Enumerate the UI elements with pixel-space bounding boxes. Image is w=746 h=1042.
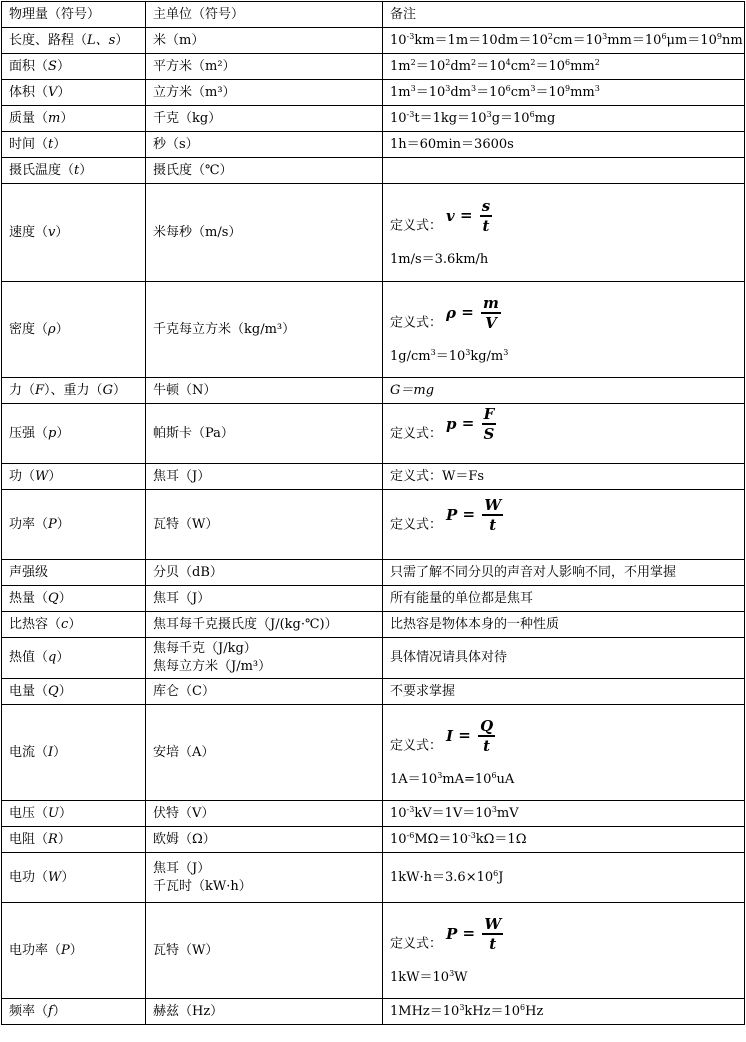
quantity-symbol: W — [35, 468, 49, 484]
unit-text: 帕斯卡（Pa） — [153, 425, 234, 441]
quantity-name: 热值 — [9, 650, 36, 665]
unit-text: 立方米（m³） — [153, 84, 236, 100]
unit-text: 牛顿（N） — [153, 382, 217, 398]
unit-cell — [146, 560, 383, 586]
table-row — [2, 28, 745, 54]
quantity-cell: 压强（p） — [2, 404, 146, 464]
table-row — [2, 184, 745, 282]
note-text: 1h＝60min＝3600s — [390, 136, 514, 152]
note-cell — [383, 106, 745, 132]
note-conversion: $1g/cm^3=10^3kg/m^3$ — [390, 347, 509, 364]
quantity-cell: 质量（m） — [2, 106, 146, 132]
unit-text: 焦耳（J） — [153, 590, 211, 606]
unit-cell — [146, 404, 383, 464]
unit-cell — [146, 999, 383, 1025]
table-row — [2, 132, 745, 158]
note-text: $1kW\cdot h=3.6\times 10^6J$ — [390, 868, 504, 885]
formula-fraction — [482, 496, 503, 534]
note-text: 只需了解不同分贝的声音对人影响不同，不用掌握 — [390, 564, 677, 580]
quantity-symbol: G — [102, 382, 113, 398]
quantity-cell: 密度（ρ） — [2, 282, 146, 378]
formula-line — [390, 404, 737, 453]
formula-fraction — [481, 294, 501, 332]
quantity-name: 面积 — [9, 58, 36, 74]
unit-text: 瓦特（W） — [153, 516, 219, 532]
note-cell — [383, 801, 745, 827]
table-row — [2, 106, 745, 132]
quantity-symbol: f — [48, 1003, 53, 1019]
note-cell — [383, 853, 745, 903]
quantity-symbol: P — [48, 516, 57, 532]
formula-lhs: v — [446, 206, 455, 225]
note-text: 具体情况请具体对待 — [390, 650, 508, 665]
header-quantity: 物理量（符号） — [2, 2, 146, 28]
note-cell — [383, 705, 745, 801]
note-cell — [383, 80, 745, 106]
note-cell — [383, 378, 745, 404]
note-text: 定义式：W＝Fs — [390, 468, 485, 484]
quantity-symbol: W — [48, 869, 62, 885]
header-unit: 主单位（符号） — [146, 2, 383, 28]
unit-text: 库仑（C） — [153, 683, 215, 699]
formula-fraction — [482, 405, 497, 443]
quantity-symbol: m — [48, 110, 61, 126]
formula-lhs: p — [446, 414, 457, 433]
formula-line — [390, 914, 737, 963]
table-row — [2, 464, 745, 490]
quantity-symbol: Q — [48, 683, 59, 699]
quantity-symbol: q — [48, 650, 57, 665]
quantity-cell: 长度、路程（L、s） — [2, 28, 146, 54]
unit-text: 瓦特（W） — [153, 942, 219, 958]
quantity-cell: 功率（P） — [2, 490, 146, 560]
quantity-symbol: F — [35, 382, 45, 398]
formula-denominator: t — [489, 515, 497, 534]
formula: p = $\frac{F}{S}$ — [446, 404, 495, 443]
unit-cell — [146, 464, 383, 490]
unit-text: 千克（kg） — [153, 110, 222, 126]
formula-label: 定义式： — [390, 517, 443, 532]
quantity-cell — [2, 560, 146, 586]
formula-fraction — [482, 915, 503, 953]
formula-numerator: s — [481, 196, 491, 215]
quantity-name: 声强级 — [9, 564, 49, 580]
note-conversion: $1kW=10^3W$ — [390, 968, 468, 985]
unit-text: 千克每立方米（kg/m³） — [153, 321, 296, 337]
unit-cell — [146, 490, 383, 560]
quantity-name: 功 — [9, 468, 23, 484]
table-row — [2, 404, 745, 464]
note-text: 比热容是物体本身的一种性质 — [390, 616, 560, 632]
note-cell — [383, 158, 745, 184]
unit-text: 焦耳每千克摄氏度（J/(kg·℃)） — [153, 616, 338, 632]
note-cell — [383, 999, 745, 1025]
formula-lhs: P — [446, 924, 458, 943]
formula-label: 定义式： — [390, 738, 443, 753]
quantity-symbol: c — [61, 616, 69, 632]
note-cell — [383, 586, 745, 612]
unit-cell — [146, 586, 383, 612]
formula-numerator: F — [482, 405, 497, 425]
table-row — [2, 853, 745, 903]
note-cell — [383, 612, 745, 638]
unit-cell — [146, 54, 383, 80]
quantity-name: 力（ — [9, 382, 36, 398]
unit-text: 平方米（m²） — [153, 58, 236, 74]
note-text: 所有能量的单位都是焦耳 — [390, 590, 534, 606]
formula-label: 定义式： — [390, 218, 443, 233]
quantity-symbol: t — [48, 136, 54, 152]
unit-text: 摄氏度（℃） — [153, 162, 233, 178]
header-row — [2, 2, 745, 28]
note-text: $1m^3=10^3dm^3=10^6cm^3=10^9mm^3$ — [390, 83, 600, 100]
unit-cell — [146, 903, 383, 999]
quantity-cell: 电压（U） — [2, 801, 146, 827]
quantity-name: 电压 — [9, 805, 36, 821]
table-row — [2, 80, 745, 106]
quantity-name: 时间 — [9, 136, 36, 152]
unit-text: 安培（A） — [153, 744, 215, 760]
unit-text: 焦每立方米（J/m³） — [153, 659, 272, 674]
note-text: $10^{-3}km=1m=10dm=10^2cm=10^3mm=10^6\mu m=10^9nm$ — [390, 31, 743, 48]
note-text: G＝mg — [390, 382, 435, 398]
formula-denominator: S — [483, 424, 495, 443]
unit-text: 米每秒（m/s） — [153, 224, 242, 240]
quantity-name: 质量 — [9, 110, 36, 126]
unit-cell — [146, 853, 383, 903]
quantity-cell: 功（W） — [2, 464, 146, 490]
formula-label: 定义式： — [390, 426, 443, 441]
quantity-symbol: t — [74, 162, 80, 178]
unit-cell — [146, 827, 383, 853]
unit-text: 欧姆（Ω） — [153, 831, 216, 847]
note-text: $10^{-6}M\Omega=10^{-3}k\Omega=1\Omega$ — [390, 830, 527, 847]
quantity-name: 电量 — [9, 683, 36, 699]
quantity-cell: 体积（V） — [2, 80, 146, 106]
quantity-symbol: R — [48, 831, 58, 847]
quantity-symbol: Q — [48, 590, 59, 606]
unit-text: 秒（s） — [153, 136, 199, 152]
unit-cell — [146, 378, 383, 404]
formula-label: 定义式： — [390, 315, 443, 330]
quantity-name: 体积 — [9, 84, 36, 100]
quantity-name: 功率 — [9, 516, 36, 532]
quantity-name: ）、重力（ — [44, 382, 103, 398]
quantity-cell: 电功率（P） — [2, 903, 146, 999]
quantity-cell: 比热容（c） — [2, 612, 146, 638]
quantity-symbol: U — [48, 805, 59, 821]
unit-cell — [146, 158, 383, 184]
table-row — [2, 54, 745, 80]
quantity-cell: 热值（q） — [2, 638, 146, 679]
quantity-symbol: S — [48, 58, 57, 74]
note-cell — [383, 404, 745, 464]
quantity-symbol: v — [48, 224, 56, 240]
quantity-name: 密度 — [9, 321, 36, 337]
quantity-name: 比热容 — [9, 616, 49, 632]
table-row — [2, 827, 745, 853]
quantity-cell: 面积（S） — [2, 54, 146, 80]
unit-text: 分贝（dB） — [153, 564, 223, 580]
quantity-name: ） — [112, 382, 126, 398]
quantity-name: 频率 — [9, 1003, 36, 1019]
unit-cell — [146, 28, 383, 54]
units-table — [1, 1, 745, 1025]
quantity-name: 长度、路程 — [9, 32, 75, 48]
note-cell — [383, 638, 745, 679]
unit-cell — [146, 638, 383, 679]
formula-label: 定义式： — [390, 936, 443, 951]
formula: P = $\frac{W}{t}$ — [446, 495, 502, 534]
note-cell — [383, 903, 745, 999]
quantity-name: 速度 — [9, 224, 36, 240]
unit-cell — [146, 705, 383, 801]
unit-text: 千瓦时（kW·h） — [153, 878, 252, 894]
unit-cell — [146, 679, 383, 705]
formula-numerator: m — [483, 293, 499, 312]
quantity-cell: 电流（I） — [2, 705, 146, 801]
note-cell — [383, 184, 745, 282]
quantity-name: 电阻 — [9, 831, 36, 847]
note-cell — [383, 28, 745, 54]
quantity-name: 电功率 — [9, 942, 49, 958]
quantity-name: 摄氏温度 — [9, 162, 62, 178]
table-row — [2, 586, 745, 612]
note-text: $10^{-3}kV=1V=10^3mV$ — [390, 804, 519, 821]
formula-lhs: P — [446, 505, 458, 524]
note-cell — [383, 490, 745, 560]
formula-lhs: I — [446, 726, 454, 745]
table-row — [2, 490, 745, 560]
quantity-cell: 频率（f） — [2, 999, 146, 1025]
formula-line — [390, 716, 737, 765]
formula-denominator: V — [485, 313, 497, 332]
note-text: 不要求掌握 — [390, 683, 456, 699]
unit-text: 焦耳（J） — [153, 860, 211, 876]
note-text: $1MHz=10^3kHz=10^6Hz$ — [390, 1002, 544, 1019]
quantity-name: 电流 — [9, 744, 36, 760]
unit-cell — [146, 184, 383, 282]
unit-text: 伏特（V） — [153, 805, 215, 821]
unit-cell — [146, 80, 383, 106]
formula-line — [390, 495, 737, 544]
quantity-symbol: ρ — [48, 321, 56, 337]
unit-cell — [146, 132, 383, 158]
table-row — [2, 158, 745, 184]
quantity-name: 热量 — [9, 590, 36, 606]
table-row — [2, 705, 745, 801]
unit-cell — [146, 801, 383, 827]
header-note: 备注 — [383, 2, 745, 28]
note-conversion: $1A=10^3mA=10^6uA$ — [390, 770, 515, 787]
formula-denominator: t — [482, 216, 490, 235]
note-cell — [383, 54, 745, 80]
unit-text: 焦耳（J） — [153, 468, 211, 484]
formula-fraction — [480, 197, 492, 235]
quantity-cell: 热量（Q） — [2, 586, 146, 612]
table-row — [2, 378, 745, 404]
quantity-cell — [2, 378, 146, 404]
quantity-cell: 摄氏温度（t） — [2, 158, 146, 184]
note-cell — [383, 282, 745, 378]
note-text: $1m^2=10^2dm^2=10^4cm^2=10^6mm^2$ — [390, 57, 600, 74]
quantity-symbol: I — [48, 744, 54, 760]
quantity-cell: 速度（v） — [2, 184, 146, 282]
quantity-name: 压强 — [9, 425, 36, 441]
formula-lhs: ρ — [446, 303, 456, 322]
note-cell — [383, 679, 745, 705]
unit-cell — [146, 106, 383, 132]
note-text: $10^{-3}t=1kg=10^3g=10^6mg$ — [390, 109, 556, 126]
note-conversion: 1m/s＝3.6km/h — [390, 251, 489, 267]
table-row — [2, 282, 745, 378]
note-cell — [383, 132, 745, 158]
formula: I = $\frac{Q}{t}$ — [446, 716, 494, 755]
table-row — [2, 560, 745, 586]
quantity-symbol: V — [48, 84, 58, 100]
quantity-cell: 时间（t） — [2, 132, 146, 158]
unit-text: 焦每千克（J/kg） — [153, 641, 257, 656]
quantity-symbol: L、s — [87, 32, 116, 48]
quantity-symbol: p — [48, 425, 57, 441]
formula-numerator: Q — [480, 716, 494, 735]
formula-line — [390, 293, 737, 342]
formula-denominator: t — [489, 934, 497, 953]
formula: ρ = $\frac{m}{V}$ — [446, 293, 499, 332]
unit-text: 赫兹（Hz） — [153, 1003, 224, 1019]
quantity-cell: 电功（W） — [2, 853, 146, 903]
unit-cell — [146, 612, 383, 638]
table-row — [2, 612, 745, 638]
quantity-symbol: P — [61, 942, 70, 958]
quantity-cell: 电量（Q） — [2, 679, 146, 705]
table-row — [2, 679, 745, 705]
quantity-name: 电功 — [9, 869, 36, 885]
note-cell — [383, 827, 745, 853]
table-row — [2, 999, 745, 1025]
formula-line — [390, 196, 737, 245]
note-cell — [383, 560, 745, 586]
formula: v = $\frac{s}{t}$ — [446, 196, 491, 235]
unit-text: 米（m） — [153, 32, 205, 48]
formula-numerator: W — [484, 495, 502, 514]
table-row — [2, 903, 745, 999]
formula-numerator: W — [484, 914, 502, 933]
table-row — [2, 801, 745, 827]
unit-cell — [146, 282, 383, 378]
note-cell — [383, 464, 745, 490]
table-row — [2, 638, 745, 679]
formula-fraction — [478, 717, 495, 755]
formula-denominator: t — [483, 736, 491, 755]
quantity-cell: 电阻（R） — [2, 827, 146, 853]
formula: P = $\frac{W}{t}$ — [446, 914, 502, 953]
